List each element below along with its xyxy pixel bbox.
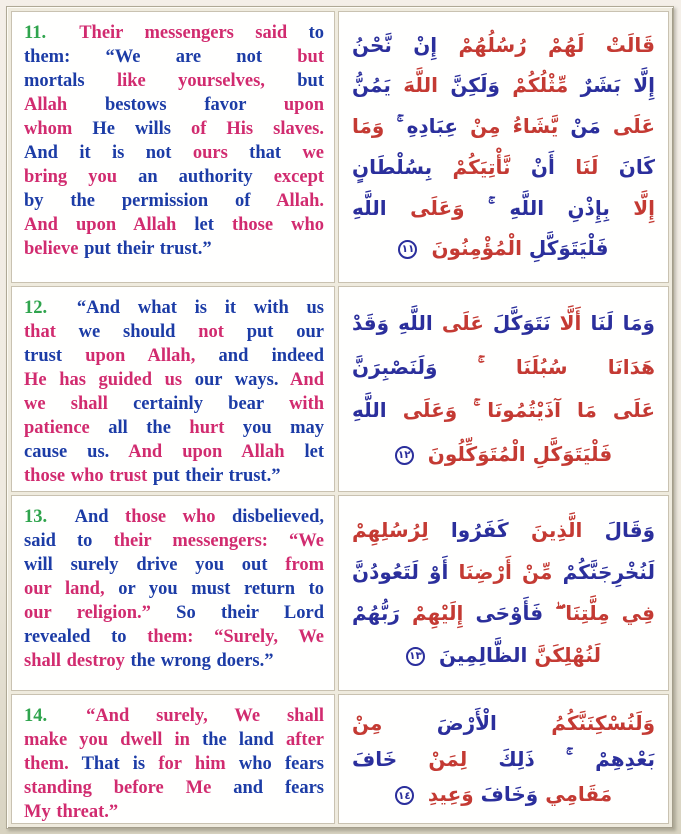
english-text-segment: an authority xyxy=(138,167,253,187)
ayah-end-medallion xyxy=(395,446,414,465)
arabic-line xyxy=(352,113,655,140)
english-text-segment: not xyxy=(198,322,224,342)
english-line xyxy=(24,93,324,117)
arabic-text-segment: بِسُلْطَانٍ xyxy=(352,154,433,179)
arabic-line xyxy=(352,600,655,627)
arabic-text-segment: إِلَيْهِمْ xyxy=(411,601,464,626)
english-text-segment: And upon Allah xyxy=(128,442,285,462)
english-text-segment: like yourselves, xyxy=(116,71,265,91)
english-text-segment: whom xyxy=(24,119,73,139)
arabic-text-segment: عَلَى xyxy=(612,114,655,139)
arabic-line xyxy=(352,559,655,586)
english-text-segment: those who xyxy=(125,507,216,527)
english-text-segment: Allah xyxy=(24,95,68,115)
english-line xyxy=(24,189,324,213)
arabic-verse-cell xyxy=(338,286,669,492)
arabic-line xyxy=(352,32,655,59)
english-text-segment: cause us. xyxy=(24,442,110,462)
english-line xyxy=(24,320,324,344)
english-text-segment: we should xyxy=(78,322,176,342)
english-text-segment: standing before Me xyxy=(24,778,212,798)
english-text-segment: let xyxy=(194,215,214,235)
english-text-segment: “And surely, We shall xyxy=(86,706,324,726)
ayah-end-medallion xyxy=(406,647,425,666)
english-text-segment: bring you xyxy=(24,167,118,187)
english-text-segment: He has guided us xyxy=(24,370,183,390)
english-text-segment: that xyxy=(249,143,282,163)
arabic-line xyxy=(352,517,655,544)
english-line xyxy=(24,117,324,141)
verse-number: 13. xyxy=(24,507,48,527)
verses-grid xyxy=(11,11,669,824)
english-text-segment: shall destroy xyxy=(24,651,125,671)
arabic-text-segment: بِإِذْنِ اللَّهِ ۚ xyxy=(487,195,610,220)
arabic-line xyxy=(352,710,655,737)
english-text-segment: by the permission of xyxy=(24,191,251,211)
english-text-segment: So their Lord xyxy=(176,603,325,623)
english-text-segment: make you dwell in xyxy=(24,730,190,750)
arabic-line xyxy=(352,195,655,222)
english-line xyxy=(24,296,324,320)
english-text-segment: And xyxy=(290,370,324,390)
english-text-segment: those who trust xyxy=(24,466,148,486)
english-text-segment: after xyxy=(286,730,324,750)
english-text-segment: will surely drive you out xyxy=(24,555,268,575)
english-text-segment: And xyxy=(74,507,109,527)
english-line xyxy=(24,237,324,261)
english-text-segment: except xyxy=(273,167,325,187)
arabic-text-segment: مَقَامِي xyxy=(545,782,613,807)
english-text-segment: Their messengers said xyxy=(79,23,288,43)
arabic-text-segment: الظَّالِمِينَ xyxy=(438,643,528,668)
arabic-text-segment: عَلَى مَا آذَيْتُمُونَا ۚ xyxy=(473,398,655,423)
english-line xyxy=(24,21,324,45)
arabic-text-segment: نَّأْتِيَكُمْ xyxy=(452,154,511,179)
english-line xyxy=(24,141,324,165)
arabic-line xyxy=(352,441,655,468)
arabic-text-segment: لَنُخْرِجَنَّكُمْ xyxy=(562,559,655,584)
arabic-text-segment: كَفَرُوا xyxy=(450,517,509,542)
english-line xyxy=(24,440,324,464)
english-text-segment: “And what is it with us xyxy=(76,298,325,318)
english-text-segment: to xyxy=(308,23,325,43)
english-text-segment: revealed to xyxy=(24,627,127,647)
ayah-number: ١٢ xyxy=(397,449,411,462)
english-text-segment: And it is not xyxy=(24,143,172,163)
english-text-segment: certainly bear xyxy=(133,394,264,414)
arabic-line xyxy=(352,746,655,773)
ayah-end-medallion xyxy=(395,786,414,805)
english-text-segment: hurt xyxy=(189,418,225,438)
arabic-text-segment: مِنْ xyxy=(352,710,383,735)
arabic-line xyxy=(352,354,655,381)
arabic-text-segment: لِرُسُلِهِمْ xyxy=(352,517,429,542)
arabic-text-segment: وَمَا لَنَا xyxy=(590,310,655,335)
verse-number: 14. xyxy=(24,706,48,726)
arabic-text-segment: رَبُّهُمْ xyxy=(352,601,400,626)
english-text-segment: our religion.” xyxy=(24,603,151,623)
english-line xyxy=(24,553,324,577)
english-text-segment: My threat.” xyxy=(24,802,119,822)
arabic-text-segment: إِلَّا بَشَرٌ xyxy=(580,73,656,98)
english-text-segment: but xyxy=(297,71,325,91)
arabic-text-segment: قَالَتْ لَهُمْ رُسُلُهُمْ xyxy=(458,32,655,57)
arabic-text-segment: الْمُتَوَكِّلُونَ xyxy=(427,442,526,467)
arabic-text-segment: عَلَى xyxy=(441,310,484,335)
english-text-segment: Allah. xyxy=(276,191,324,211)
english-text-segment: trust xyxy=(24,346,63,366)
arabic-text-segment: لَنَا xyxy=(575,154,599,179)
arabic-text-segment: اللَّهِ xyxy=(398,310,433,335)
english-text-segment: And upon Allah xyxy=(24,215,177,235)
english-line xyxy=(24,800,324,824)
english-text-segment: disbelieved, xyxy=(232,507,325,527)
arabic-text-segment: وَقَالَ xyxy=(604,517,656,542)
arabic-text-segment: وَلَنُسْكِنَنَّكُمُ xyxy=(551,710,656,735)
arabic-text-segment: أَلَّا xyxy=(559,310,582,335)
english-line xyxy=(24,505,324,529)
english-text-segment: He wills xyxy=(92,119,171,139)
arabic-text-segment: وَعَلَى xyxy=(402,398,458,423)
english-line xyxy=(24,577,324,601)
arabic-verse-cell xyxy=(338,11,669,283)
english-line xyxy=(24,165,324,189)
english-text-segment: we shall xyxy=(24,394,108,414)
arabic-text-segment: أَوْ لَتَعُودُنَّ xyxy=(352,559,449,584)
english-line xyxy=(24,625,324,649)
arabic-text-segment: مِنْ xyxy=(470,114,501,139)
english-text-segment: from xyxy=(285,555,324,575)
arabic-text-segment: فَأَوْحَى xyxy=(475,601,544,626)
arabic-text-segment: وَمَا xyxy=(352,114,385,139)
verse-number: 12. xyxy=(24,298,48,318)
english-line xyxy=(24,368,324,392)
arabic-text-segment: إِلَّا xyxy=(633,195,655,220)
verse-number: 11. xyxy=(24,23,47,43)
english-translation-cell xyxy=(11,694,335,824)
english-line xyxy=(24,416,324,440)
english-text-segment: and fears xyxy=(233,778,324,798)
english-line xyxy=(24,344,324,368)
arabic-text-segment: اللَّهِ xyxy=(352,195,387,220)
english-text-segment: all the xyxy=(108,418,171,438)
english-text-segment: mortals xyxy=(24,71,85,91)
english-text-segment: for him xyxy=(158,754,226,774)
english-text-segment: with xyxy=(289,394,325,414)
english-text-segment: put their trust.” xyxy=(152,466,281,486)
english-text-segment: put our xyxy=(246,322,325,342)
english-text-segment: who fears xyxy=(238,754,324,774)
english-text-segment: them: “Surely, We xyxy=(147,627,325,647)
arabic-text-segment: الْأَرْضَ xyxy=(436,710,497,735)
quran-page-frame xyxy=(6,6,674,829)
arabic-text-segment: وَقَدْ xyxy=(352,310,390,335)
english-translation-cell xyxy=(11,11,335,283)
english-text-segment: upon Allah, xyxy=(85,346,196,366)
english-line xyxy=(24,392,324,416)
arabic-text-segment: اللَّهِ xyxy=(352,398,387,423)
english-translation-cell xyxy=(11,286,335,492)
english-text-segment: upon xyxy=(283,95,325,115)
arabic-text-segment: فِي مِلَّتِنَا ۖ xyxy=(555,601,655,626)
english-text-segment: those who xyxy=(231,215,325,235)
arabic-verse-cell xyxy=(338,495,669,691)
ayah-number: ١٤ xyxy=(397,789,411,802)
ayah-end-medallion xyxy=(398,240,417,259)
arabic-text-segment: هَدَانَا سُبُلَنَا ۚ xyxy=(477,354,655,379)
arabic-text-segment: فَلْيَتَوَكَّلِ xyxy=(528,236,609,261)
english-text-segment: or you must return to xyxy=(118,579,324,599)
arabic-line xyxy=(352,310,655,337)
arabic-text-segment: عِبَادِهِ ۚ xyxy=(396,114,459,139)
english-text-segment: put their trust.” xyxy=(84,239,212,259)
english-text-segment: bestows favor xyxy=(104,95,247,115)
ayah-number: ١٣ xyxy=(409,650,422,663)
english-text-segment: we xyxy=(302,143,325,163)
arabic-text-segment: وَلَكِنَّ xyxy=(450,73,500,98)
arabic-verse-cell xyxy=(338,694,669,824)
arabic-text-segment: يَمُنُّ xyxy=(352,73,391,98)
english-line xyxy=(24,649,324,673)
arabic-line xyxy=(352,72,655,99)
english-text-segment: patience xyxy=(24,418,90,438)
arabic-text-segment: خَافَ xyxy=(352,746,398,771)
arabic-text-segment: نَتَوَكَّلَ xyxy=(492,310,551,335)
english-text-segment: our land, xyxy=(24,579,105,599)
arabic-text-segment: وَلَنَصْبِرَنَّ xyxy=(352,354,438,379)
english-line xyxy=(24,728,324,752)
english-line xyxy=(24,529,324,553)
arabic-text-segment: مِّنْ أَرْضِنَا xyxy=(458,559,553,584)
english-text-segment: of His slaves. xyxy=(190,119,324,139)
english-line xyxy=(24,464,324,488)
arabic-text-segment: يَّشَاءُ xyxy=(512,114,559,139)
arabic-text-segment: مِّثْلُكُمْ xyxy=(512,73,569,98)
ayah-number: ١١ xyxy=(401,243,415,256)
english-line xyxy=(24,69,324,93)
arabic-text-segment: وَعَلَى xyxy=(410,195,465,220)
arabic-text-segment: لَنُهْلِكَنَّ xyxy=(534,643,602,668)
english-text-segment: the land xyxy=(202,730,274,750)
english-line xyxy=(24,752,324,776)
english-text-segment: let xyxy=(304,442,324,462)
english-text-segment: and indeed xyxy=(218,346,325,366)
english-line xyxy=(24,776,324,800)
arabic-text-segment: كَانَ xyxy=(618,154,656,179)
arabic-text-segment: الْمُؤْمِنُونَ xyxy=(431,236,522,261)
english-line xyxy=(24,601,324,625)
arabic-text-segment: وَعِيدِ xyxy=(427,782,474,807)
arabic-line xyxy=(352,235,655,262)
english-line xyxy=(24,45,324,69)
english-text-segment: that xyxy=(24,322,56,342)
english-text-segment: their messengers: “We xyxy=(113,531,324,551)
english-text-segment: the wrong doers.” xyxy=(130,651,274,671)
arabic-line xyxy=(352,397,655,424)
english-text-segment: them. xyxy=(24,754,69,774)
english-text-segment: them: “We are not xyxy=(24,47,262,67)
arabic-text-segment: فَلْيَتَوَكَّلِ xyxy=(532,442,613,467)
arabic-text-segment: مَنْ xyxy=(570,114,601,139)
english-text-segment: our ways. xyxy=(194,370,279,390)
arabic-line xyxy=(352,781,655,808)
english-text-segment: but xyxy=(297,47,324,67)
english-text-segment: you may xyxy=(242,418,325,438)
arabic-text-segment: إِنْ نَّحْنُ xyxy=(352,32,438,57)
english-translation-cell xyxy=(11,495,335,691)
arabic-text-segment: وَخَافَ xyxy=(480,782,539,807)
arabic-text-segment: بَعْدِهِمْ ۚ ذَلِكَ xyxy=(498,746,656,771)
english-text-segment: said to xyxy=(24,531,93,551)
arabic-text-segment: لِمَنْ xyxy=(428,746,468,771)
arabic-line xyxy=(352,154,655,181)
english-line xyxy=(24,213,324,237)
arabic-text-segment: اللَّهَ xyxy=(403,73,438,98)
english-text-segment: ours xyxy=(192,143,228,163)
english-line xyxy=(24,704,324,728)
english-text-segment: That is xyxy=(81,754,146,774)
arabic-line xyxy=(352,642,655,669)
arabic-text-segment: الَّذِينَ xyxy=(530,517,583,542)
english-text-segment: believe xyxy=(24,239,79,259)
arabic-text-segment: أَنْ xyxy=(530,154,555,179)
